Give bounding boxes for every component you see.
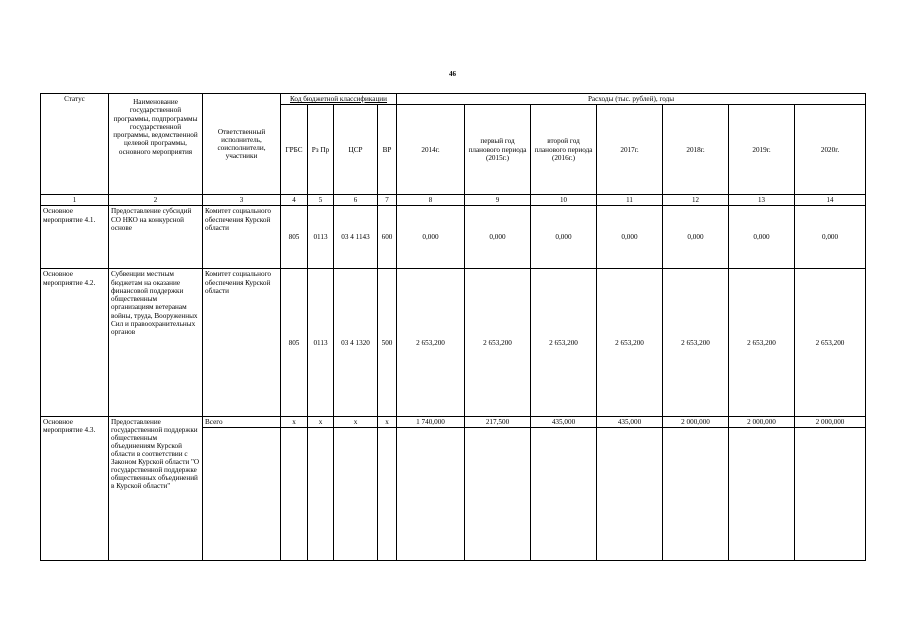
empty-cell xyxy=(203,428,281,561)
row-vr: 500 xyxy=(378,269,397,417)
row-value-2017: 0,000 xyxy=(597,206,663,269)
row-rzpr: 0113 xyxy=(308,269,334,417)
empty-cell xyxy=(397,428,465,561)
table-row xyxy=(41,417,866,428)
column-number: 12 xyxy=(663,195,729,206)
column-number: 7 xyxy=(378,195,397,206)
row-vr: 600 xyxy=(378,206,397,269)
row-value-2020: 0,000 xyxy=(795,206,866,269)
table-row xyxy=(41,206,866,269)
empty-cell xyxy=(729,428,795,561)
row-value-2014: 1 740,000 xyxy=(397,417,465,428)
row-value-2016: 2 653,200 xyxy=(531,269,597,417)
row-name: Предоставление государственной поддержки общественным объединениям Курской области в соответствии с Законом Курской области "О государственной поддержке общественных объединений в Курской области" xyxy=(109,417,203,561)
empty-cell xyxy=(308,428,334,561)
row-value-2017: 435,000 xyxy=(597,417,663,428)
column-number: 3 xyxy=(203,195,281,206)
header-2014: 2014г. xyxy=(397,105,465,195)
column-number: 5 xyxy=(308,195,334,206)
row-grbs: 805 xyxy=(281,269,308,417)
column-number: 4 xyxy=(281,195,308,206)
column-number: 13 xyxy=(729,195,795,206)
header-2017: 2017г. xyxy=(597,105,663,195)
row-value-2017: 2 653,200 xyxy=(597,269,663,417)
row-responsible: Комитет социального обеспечения Курской области xyxy=(203,206,281,269)
row-value-2015: 2 653,200 xyxy=(465,269,531,417)
empty-cell xyxy=(378,428,397,561)
header-2018: 2018г. xyxy=(663,105,729,195)
header-2016: второй год планового периода (2016г.) xyxy=(531,105,597,195)
row-csr: 03 4 1320 xyxy=(334,269,378,417)
header-responsible: Ответственный исполнитель, соисполнители, участники xyxy=(203,94,281,195)
row-vr: х xyxy=(378,417,397,428)
header-2020: 2020г. xyxy=(795,105,866,195)
row-value-2015: 0,000 xyxy=(465,206,531,269)
row-value-2019: 2 653,200 xyxy=(729,269,795,417)
header-csr: ЦСР xyxy=(334,105,378,195)
row-value-2018: 2 653,200 xyxy=(663,269,729,417)
row-value-2015: 217,500 xyxy=(465,417,531,428)
empty-cell xyxy=(531,428,597,561)
header-2015: первый год планового периода (2015г.) xyxy=(465,105,531,195)
row-status: Основное мероприятие 4.2. xyxy=(41,269,109,417)
row-value-2019: 0,000 xyxy=(729,206,795,269)
row-value-2016: 435,000 xyxy=(531,417,597,428)
column-number: 10 xyxy=(531,195,597,206)
row-rzpr: х xyxy=(308,417,334,428)
row-status: Основное мероприятие 4.1. xyxy=(41,206,109,269)
header-expenses: Расходы (тыс. рублей), годы xyxy=(397,94,866,105)
column-number: 9 xyxy=(465,195,531,206)
row-name: Предоставление субсидий СО НКО на конкурсной основе xyxy=(109,206,203,269)
row-value-2020: 2 000,000 xyxy=(795,417,866,428)
column-number: 1 xyxy=(41,195,109,206)
table-row xyxy=(41,269,866,417)
page-number: 46 xyxy=(449,70,456,78)
row-value-2018: 0,000 xyxy=(663,206,729,269)
header-rzpr: Рз Пр xyxy=(308,105,334,195)
row-csr: х xyxy=(334,417,378,428)
header-status: Статус xyxy=(41,94,109,195)
empty-cell xyxy=(281,428,308,561)
row-value-2018: 2 000,000 xyxy=(663,417,729,428)
header-name: Наименование государственной программы, подпрограммы государственной программы, ведомственной целевой программы, основного мероприятия xyxy=(109,94,203,195)
header-2019: 2019г. xyxy=(729,105,795,195)
column-number: 6 xyxy=(334,195,378,206)
column-number: 8 xyxy=(397,195,465,206)
empty-cell xyxy=(795,428,866,561)
column-number-row xyxy=(41,195,866,206)
header-grbs: ГРБС xyxy=(281,105,308,195)
row-grbs: х xyxy=(281,417,308,428)
budget-table xyxy=(40,93,866,561)
row-rzpr: 0113 xyxy=(308,206,334,269)
empty-cell xyxy=(465,428,531,561)
header-budget-code xyxy=(281,94,397,105)
row-grbs: 805 xyxy=(281,206,308,269)
column-number: 2 xyxy=(109,195,203,206)
row-value-2020: 2 653,200 xyxy=(795,269,866,417)
empty-cell xyxy=(334,428,378,561)
row-status: Основное мероприятие 4.3. xyxy=(41,417,109,561)
row-value-2014: 0,000 xyxy=(397,206,465,269)
row-csr: 03 4 1143 xyxy=(334,206,378,269)
row-value-2019: 2 000,000 xyxy=(729,417,795,428)
header-budget-code-label: Код бюджетной классификации xyxy=(290,95,387,103)
header-vr: ВР xyxy=(378,105,397,195)
row-responsible: Комитет социального обеспечения Курской области xyxy=(203,269,281,417)
row-responsible: Всего xyxy=(203,417,281,428)
empty-cell xyxy=(663,428,729,561)
row-value-2014: 2 653,200 xyxy=(397,269,465,417)
row-name: Субвенции местным бюджетам на оказание финансовой поддержки общественным организациям ветеранам войны, труда, Вооруженных Сил и правоохранительных органов xyxy=(109,269,203,417)
row-value-2016: 0,000 xyxy=(531,206,597,269)
column-number: 14 xyxy=(795,195,866,206)
empty-cell xyxy=(597,428,663,561)
column-number: 11 xyxy=(597,195,663,206)
